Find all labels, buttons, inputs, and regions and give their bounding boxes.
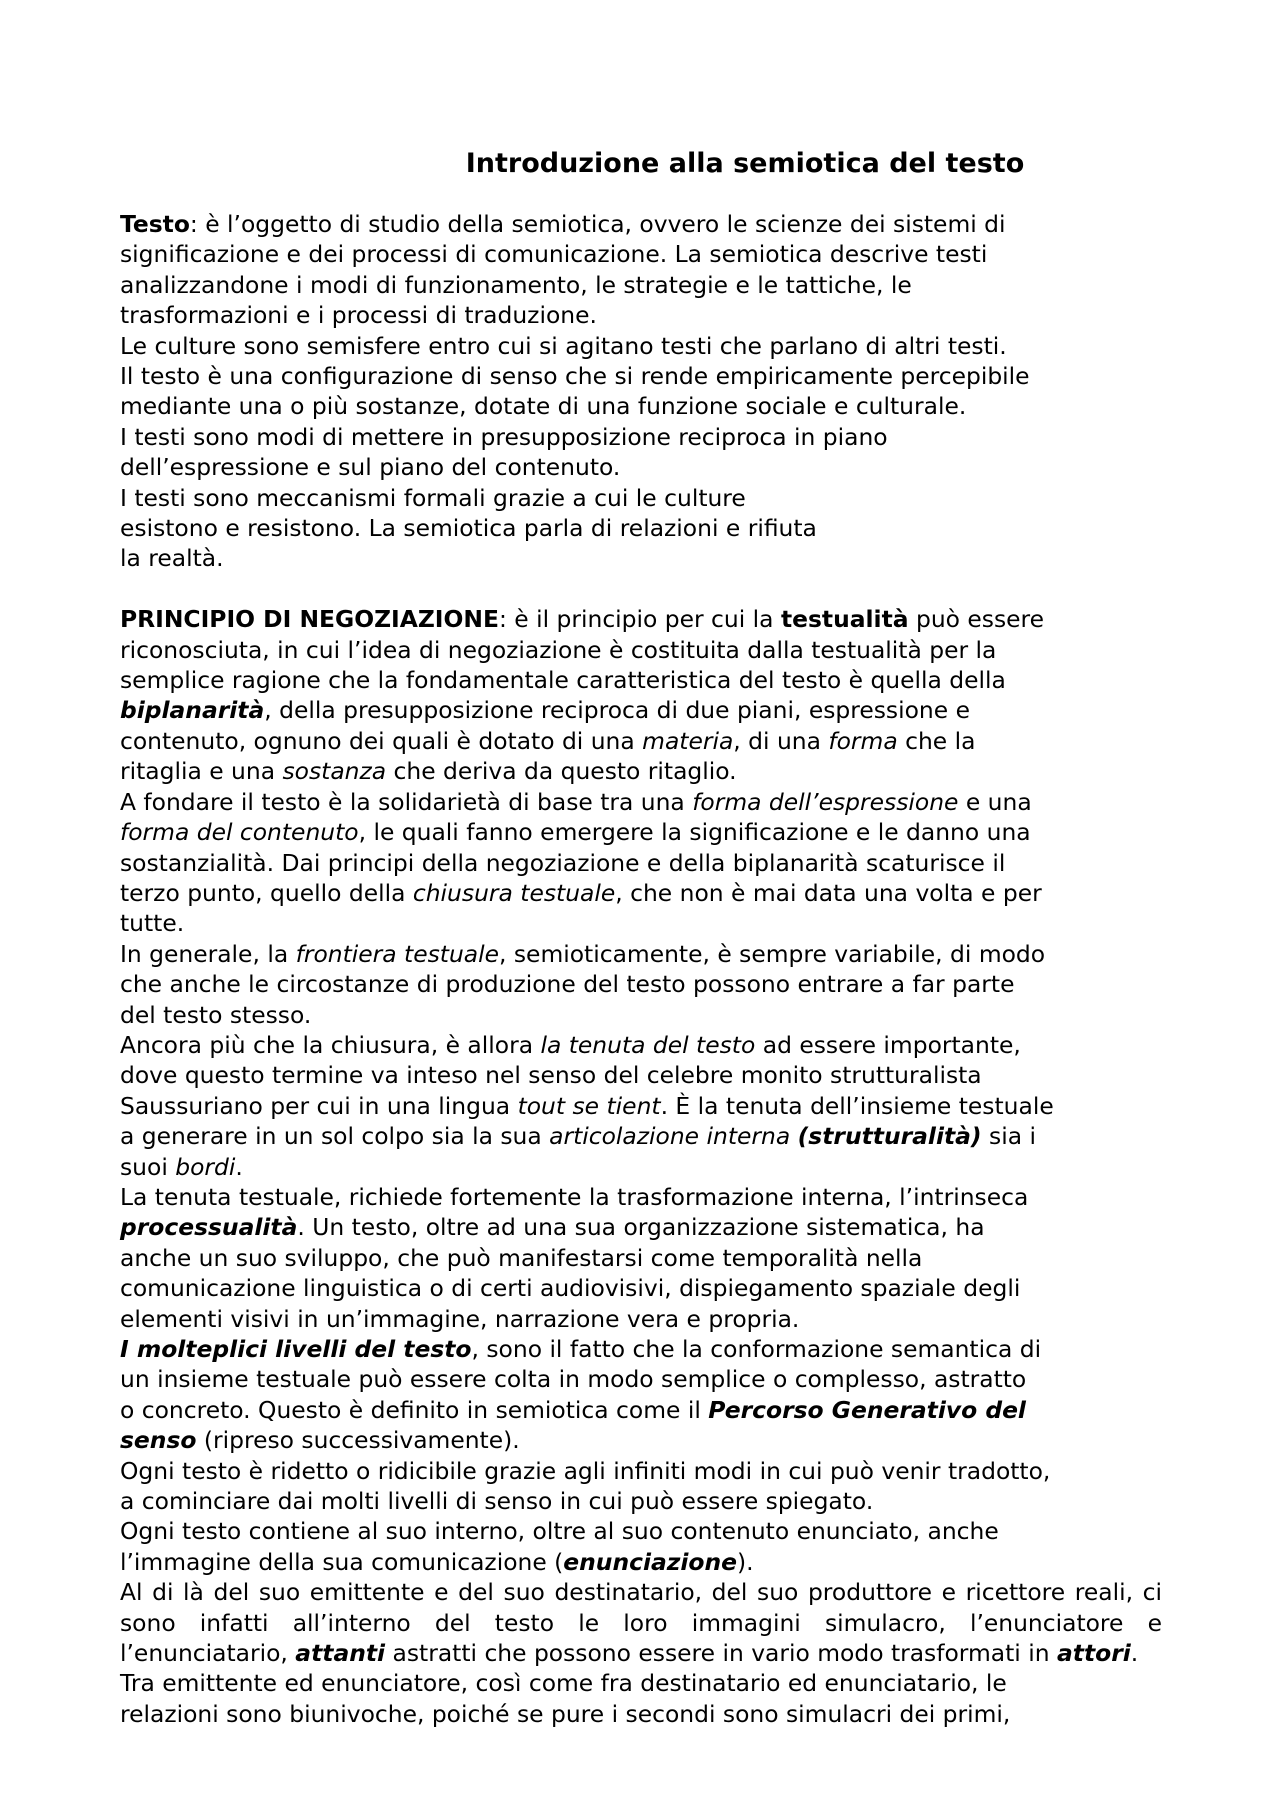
text-line: anche un suo sviluppo, che può manifestarsi come temporalità nella <box>120 1243 923 1272</box>
text-line: a cominciare dai molti livelli di senso in cui può essere spiegato. <box>120 1487 874 1516</box>
text-line: Saussuriano per cui in una lingua tout se tient. È la tenuta dell’insieme testuale <box>120 1091 1054 1120</box>
text-line: processualità. Un testo, oltre ad una sua organizzazione sistematica, ha <box>120 1213 985 1242</box>
text-line: o concreto. Questo è definito in semiotica come il Percorso Generativo del <box>120 1395 1026 1424</box>
text-line: che anche le circostanze di produzione del testo possono entrare a far parte <box>120 970 1015 999</box>
text-line: a generare in un sol colpo sia la sua articolazione interna (strutturalità) sia i <box>120 1122 1037 1151</box>
term-principio: PRINCIPIO DI NEGOZIAZIONE <box>120 605 499 634</box>
paragraph-fondare: A fondare il testo è la solidarietà di base tra una forma dell’espressione e una <box>120 787 1032 816</box>
paragraph-ancora: Ancora più che la chiusura, è allora la tenuta del testo ad essere importante, <box>120 1030 1021 1059</box>
text-line: semplice ragione che la fondamentale caratteristica del testo è quella della <box>120 666 1006 695</box>
text-line: Le culture sono semisfere entro cui si agitano testi che parlano di altri testi. <box>120 331 1007 360</box>
paragraph-principio: PRINCIPIO DI NEGOZIAZIONE: è il principio per cui la testualità può essere <box>120 605 1045 634</box>
text-line: un insieme testuale può essere colta in modo semplice o complesso, astratto <box>120 1365 1027 1394</box>
text-line: terzo punto, quello della chiusura testuale, che non è mai data una volta e per <box>120 878 1042 907</box>
text-line: forma del contenuto, le quali fanno emergere la significazione e le danno una <box>120 818 1031 847</box>
text-line: ritaglia e una sostanza che deriva da questo ritaglio. <box>120 757 737 786</box>
text-line: suoi bordi. <box>120 1152 243 1181</box>
paragraph-tenuta: La tenuta testuale, richiede fortemente la trasformazione interna, l’intrinseca <box>120 1182 1029 1211</box>
text-line: esistono e resistono. La semiotica parla di relazioni e rifiuta <box>120 514 817 543</box>
text-line: Il testo è una configurazione di senso che si rende empiricamente percepibile <box>120 362 1030 391</box>
text-line: senso (ripreso successivamente). <box>120 1426 520 1455</box>
text-line: comunicazione linguistica o di certi audiovisivi, dispiegamento spaziale degli <box>120 1274 1021 1303</box>
document-title: Introduzione alla semiotica del testo <box>465 148 1025 179</box>
paragraph-spacer <box>120 574 1162 604</box>
text-line: sostanzialità. Dai principi della negoziazione e della biplanarità scaturisce il <box>120 848 1006 877</box>
text-line: I testi sono meccanismi formali grazie a cui le culture <box>120 483 746 512</box>
text-line: mediante una o più sostanze, dotate di una funzione sociale e culturale. <box>120 392 967 421</box>
text-line: l’immagine della sua comunicazione (enunciazione). <box>120 1547 754 1576</box>
paragraph-livelli: I molteplici livelli del testo, sono il fatto che la conformazione semantica di <box>120 1335 1042 1364</box>
paragraph-emittente: Al di là del suo emittente e del suo destinatario, del suo produttore e ricettore reali, ci sono infatti all’interno del testo le loro immagini simulacro, l’enunciatore e l’enunciatario, attanti astratti che possono essere in vario modo trasformati in attori. <box>120 1578 1162 1668</box>
text-line: la realtà. <box>120 544 224 573</box>
text-line: relazioni sono biunivoche, poiché se pure i secondi sono simulacri dei primi, <box>120 1699 1011 1728</box>
text-line: tutte. <box>120 909 185 938</box>
paragraph-testo: Testo: è l’oggetto di studio della semiotica, ovvero le scienze dei sistemi di <box>120 210 1006 238</box>
paragraph-generale: In generale, la frontiera testuale, semioticamente, è sempre variabile, di modo <box>120 939 1046 968</box>
text-line: analizzandone i modi di funzionamento, le strategie e le tattiche, le <box>120 270 912 299</box>
paragraph-contiene: Ogni testo contiene al suo interno, oltre al suo contenuto enunciato, anche <box>120 1517 999 1546</box>
text-line: trasformazioni e i processi di traduzione. <box>120 301 597 330</box>
text-line: biplanarità, della presupposizione reciproca di due piani, espressione e <box>120 696 970 725</box>
paragraph-ridetto: Ogni testo è ridetto o ridicibile grazie agli infiniti modi in cui può venir tradotto, <box>120 1456 1051 1485</box>
term-testo: Testo <box>120 210 190 238</box>
text-line: dove questo termine va inteso nel senso del celebre monito strutturalista <box>120 1061 982 1090</box>
text-line: dell’espressione e sul piano del contenuto. <box>120 453 621 482</box>
text-line: elementi visivi in un’immagine, narrazione vera e propria. <box>120 1304 800 1333</box>
text-line: contenuto, ognuno dei quali è dotato di una materia, di una forma che la <box>120 726 976 755</box>
document-body <box>120 209 1162 1729</box>
text-line: del testo stesso. <box>120 1000 312 1029</box>
text-line: riconosciuta, in cui l’idea di negoziazione è costituita dalla testualità per la <box>120 635 997 664</box>
paragraph-relazioni: Tra emittente ed enunciatore, così come fra destinatario ed enunciatario, le <box>120 1669 1007 1698</box>
text-line: significazione e dei processi di comunicazione. La semiotica descrive testi <box>120 240 988 269</box>
text-line: I testi sono modi di mettere in presupposizione reciproca in piano <box>120 422 888 451</box>
